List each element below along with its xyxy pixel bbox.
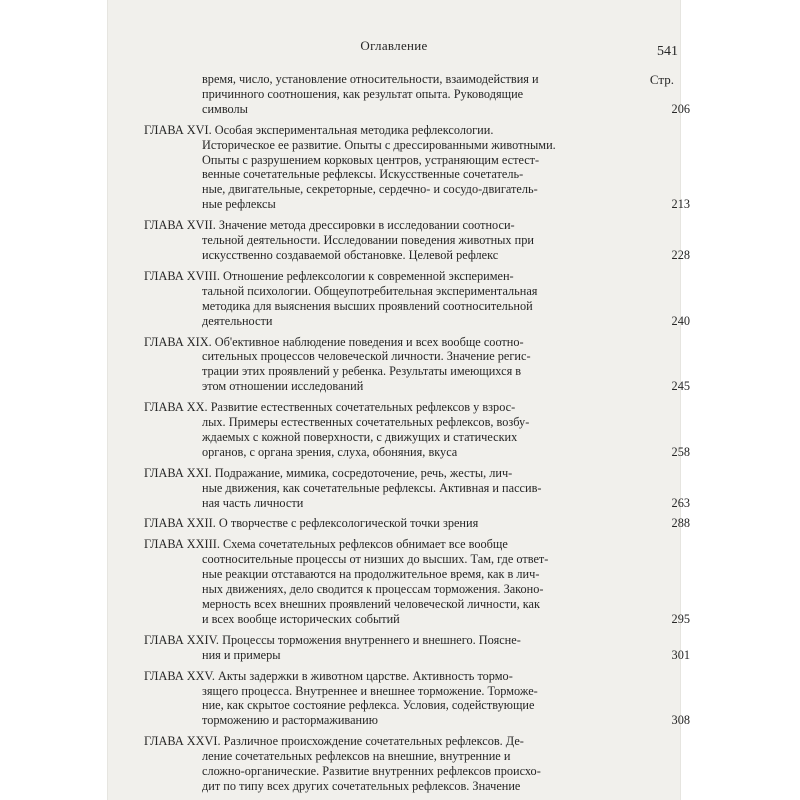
toc-entry-line: тальной психологии. Общеупотребительная экспериментальная	[202, 283, 538, 298]
running-header-title: Оглавление	[360, 38, 428, 53]
toc-entry-line: ление сочетательных рефлексов на внешние, внутренние и	[202, 749, 511, 764]
toc-entry	[144, 334, 690, 395]
toc-entry-line: ГЛАВА XXII. О творчестве с рефлексологической точки зрения	[144, 516, 479, 531]
toc-entry-line: ные, двигательные, секреторные, сердечно- и сосудо-двигатель-	[202, 182, 538, 197]
toc-entry-line: ГЛАВА XXIII. Схема сочетательных рефлексов обнимает все вообще	[144, 537, 508, 552]
toc-entry-line: тельной деятельности. Исследовании поведения животных при	[202, 233, 534, 248]
toc-entry-line: ГЛАВА XXV. Акты задержки в животном царстве. Активность тормо-	[144, 668, 513, 683]
toc-entry	[144, 122, 690, 212]
running-header	[108, 38, 680, 58]
toc-entry-line: ние, как скрытое состояние рефлекса. Условия, содействующие	[202, 698, 535, 713]
toc-entry-line: ГЛАВА XXIV. Процессы торможения внутреннего и внешнего. Поясне-	[144, 632, 521, 647]
toc-entry-line: и всех вообще исторических событий	[202, 611, 400, 626]
toc-entry-line: лых. Примеры естественных сочетательных рефлексов, возбу-	[202, 415, 530, 430]
toc-entry-line: зящего процесса. Внутреннее и внешнее торможение. Торможе-	[202, 683, 538, 698]
toc-entry-page: 213	[671, 197, 690, 212]
toc-entry	[144, 400, 690, 460]
toc-entry-line: причинного соотношения, как результат опыта. Руководящие	[202, 86, 524, 101]
toc-entry-page: 240	[671, 313, 690, 328]
toc-entry-page: 301	[671, 647, 690, 662]
toc-entry-line: Опыты с разрушением корковых центров, устраняющим естест-	[202, 152, 540, 167]
toc-entry-line: искусственно создаваемой обстановке. Целевой рефлекс	[202, 247, 499, 262]
toc-entry-page: 288	[671, 516, 690, 531]
toc-entry-line: этом отношении исследований	[202, 379, 364, 394]
toc-entry-line: ГЛАВА XX. Развитие естественных сочетательных рефлексов у взрос-	[144, 400, 516, 415]
page-column-label: Стр.	[649, 72, 674, 87]
toc-entry	[144, 516, 690, 531]
toc-entry-line: Историческое ее развитие. Опыты с дрессированными животными.	[202, 137, 556, 152]
toc-entry-line: ных движениях, дело сводится к процессам торможения. Законо-	[202, 582, 544, 597]
toc-entry-line: мерность всех внешних проявлений человеческой личности, как	[202, 597, 540, 611]
toc-entry	[144, 668, 690, 729]
toc-entry-page: 308	[671, 713, 690, 728]
toc-entry-line: ная часть личности	[202, 495, 304, 510]
toc-entry-page: 206	[671, 101, 690, 116]
toc-entry	[144, 734, 652, 794]
toc-entry-page: 245	[671, 379, 690, 394]
toc-entry-line: ные реакции отставаются на продолжительное время, как в лич-	[202, 567, 540, 582]
toc-entry-line: ждаемых с кожной поверхности, с движущих и статических	[202, 429, 518, 444]
table-of-contents	[144, 72, 690, 800]
toc-entry-line: ГЛАВА XVIII. Отношение рефлексологии к современной эксперимен-	[144, 268, 514, 283]
toc-entry-line: трации этих проявлений у ребенка. Результаты имеющихся в	[202, 364, 522, 379]
toc-entry-line: ные движения, как сочетательные рефлексы. Активная и пассив-	[202, 480, 542, 495]
toc-entry-line: ГЛАВА XXVI. Различное происхождение сочетательных рефлексов. Де-	[144, 734, 524, 749]
toc-entry	[144, 537, 690, 626]
toc-entry-line: торможению и растормаживанию	[202, 713, 378, 728]
toc-entry-line: сительных процессов человеческой личности. Значение регис-	[202, 349, 531, 364]
toc-entry-line: время, число, установление относительности, взаимодействия и	[202, 72, 539, 86]
toc-entry-line: ные рефлексы	[202, 197, 276, 212]
toc-entry	[144, 632, 690, 663]
toc-entry-page: 295	[671, 611, 690, 626]
toc-entry-line: органов, с органа зрения, слуха, обоняния, вкуса	[202, 444, 458, 459]
toc-entry-line: соотносительные процессы от низших до высших. Там, где ответ-	[202, 552, 549, 567]
toc-entry-page: 258	[671, 444, 690, 459]
toc-entry-page: 263	[671, 495, 690, 510]
toc-entry-line: ния и примеры	[202, 647, 281, 662]
toc-entry	[144, 465, 690, 511]
toc-entry-line: сложно-органические. Развитие внутренних рефлексов происхо-	[202, 764, 541, 779]
toc-entry-line: дит по типу всех других сочетательных рефлексов. Значение	[202, 778, 521, 793]
toc-entry-line: деятельности	[202, 313, 273, 328]
toc-entry-line: символы	[202, 101, 248, 116]
toc-entry-line: методика для выяснения высших проявлений соотносительной	[202, 298, 533, 313]
toc-entry-line: венные сочетательные рефлексы. Искусственные сочетатель-	[202, 167, 524, 182]
page-number: 541	[657, 44, 678, 59]
toc-entry-line: ГЛАВА XIX. Об'ективное наблюдение поведения и всех вообще соотно-	[144, 334, 524, 349]
toc-entry	[144, 268, 690, 329]
toc-entry-line: ГЛАВА XVI. Особая экспериментальная методика рефлексологии.	[144, 122, 494, 137]
toc-entry-page: 228	[671, 247, 690, 262]
toc-entry-line: ГЛАВА XVII. Значение метода дрессировки в исследовании соотноси-	[144, 218, 515, 233]
book-page	[108, 0, 690, 800]
toc-entry	[144, 218, 690, 263]
toc-entry-line: ГЛАВА XXI. Подражание, мимика, сосредоточение, речь, жесты, лич-	[144, 465, 513, 480]
